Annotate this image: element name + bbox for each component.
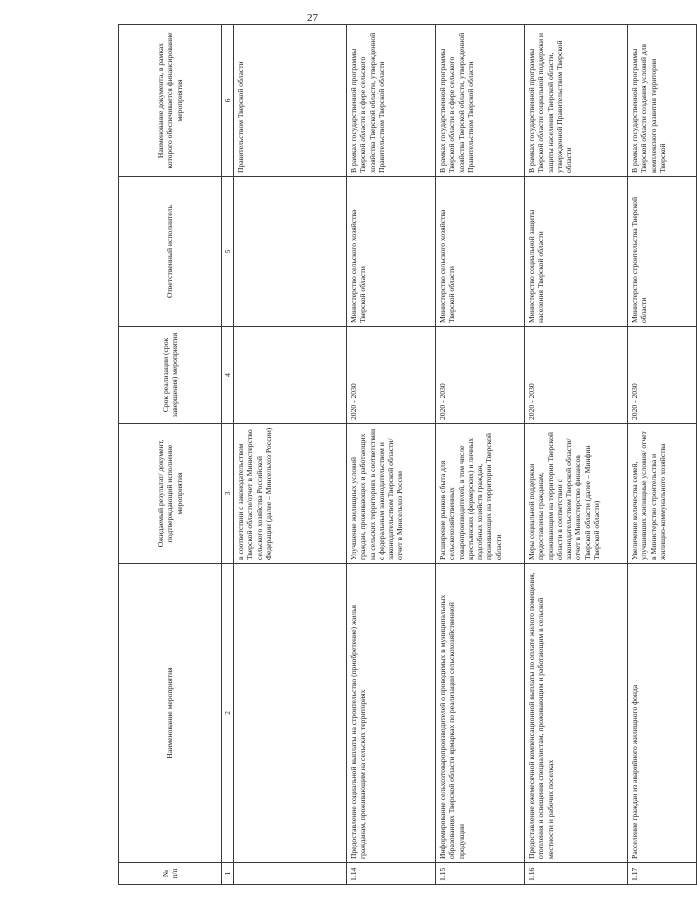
column-number: 4 [222, 327, 234, 424]
cell-result: Улучшение жилищных условий граждан, проживающих и работающих на сельских территориях в соответствии с федеральным законодательством и законодательством Тверской области/отчет в Минсельхоз России [347, 424, 436, 564]
table-header-row [119, 25, 222, 885]
column-number: 3 [222, 424, 234, 564]
cell-document: Правительством Тверской области [234, 25, 347, 177]
header-term: Срок реализации (срок завершения) мероприятия [119, 327, 222, 424]
cell-name: Предоставление социальной выплаты на строительство (приобретение) жилья гражданам, проживающим на сельских территориях [347, 564, 436, 863]
column-number: 6 [222, 25, 234, 177]
header-name: Наименование мероприятия [119, 564, 222, 863]
header-executor: Ответственный исполнитель [119, 177, 222, 327]
column-number: 2 [222, 564, 234, 863]
header-result: Ожидаемый результат/ документ, подтверждающий исполнение мероприятия [119, 424, 222, 564]
cell-executor: Министерство сельского хозяйства Тверской области [347, 177, 436, 327]
cell-term: 2020 - 2030 [347, 327, 436, 424]
cell-result: Меры социальной поддержки предоставлены гражданам, проживающим на территории Тверской области в соответствии с законодательством Тверской области/отчет в Министерство финансов Тверской области (далее – Минфин Тверской области) [525, 424, 628, 564]
cell-num: 1.15 [436, 863, 525, 885]
cell-document: В рамках государственной программы Тверской области социальной поддержки и защиты населения Тверской области, утвержденной Правительством Тверской области [525, 25, 628, 177]
header-document: Наименование документа, в рамках которого обеспечивается финансирование мероприятия [119, 25, 222, 177]
cell-term [234, 327, 347, 424]
cell-num [234, 863, 347, 885]
cell-document: В рамках государственной программы Тверской области в сфере сельского хозяйства Тверской области, утвержденной Правительством Тверской области [347, 25, 436, 177]
cell-term: 2020 - 2030 [525, 327, 628, 424]
page-number: 27 [307, 12, 318, 24]
cell-executor: Министерство социальной защиты населения Тверской области [525, 177, 628, 327]
cell-num: 1.17 [628, 863, 697, 885]
cell-executor: Министерство строительства Тверской области [628, 177, 697, 327]
cell-result: Расширение рынков сбыта для сельскохозяйственных товаропроизводителей, в том числе крестьянских (фермерских) и личных подсобных хозяйств граждан, проживающих на территории Тверской области [436, 424, 525, 564]
table-row [436, 25, 525, 885]
cell-document: В рамках государственной программы Тверской области создания условий для комплексного развития территории Тверской [628, 25, 697, 177]
table-row [347, 25, 436, 885]
cell-num: 1.16 [525, 863, 628, 885]
cell-term: 2020 - 2030 [436, 327, 525, 424]
cell-num: 1.14 [347, 863, 436, 885]
cell-executor: Министерство сельского хозяйства Тверской области [436, 177, 525, 327]
rotated-table-container [118, 25, 667, 885]
cell-executor [234, 177, 347, 327]
header-num: № п/п [119, 863, 222, 885]
cell-name: Предоставление ежемесячной компенсационной выплаты по оплате жилого помещения, отопления и освещения специалистам, проживающим и работающим в сельской местности и рабочих поселках [525, 564, 628, 863]
cell-result: в соответствии с законодательством Тверской области/отчет в Министерство сельского хозяйства Российской Федерации (далее – Минсельхоз России) [234, 424, 347, 564]
column-number: 1 [222, 863, 234, 885]
column-number: 5 [222, 177, 234, 327]
table-row [525, 25, 628, 885]
table-row-continuation [234, 25, 347, 885]
cell-name: Расселение граждан из аварийного жилищного фонда [628, 564, 697, 863]
cell-document: В рамках государственной программы Тверской области в сфере сельского хозяйства Тверской области, утвержденной Правительством Тверской области [436, 25, 525, 177]
cell-result: Увеличение количества семей, улучшивших жилищные условия/ отчет в Министерство строительства и жилищно-коммунального хозяйства [628, 424, 697, 564]
table-row [628, 25, 697, 885]
cell-name: Информирование сельхозтоваропроизводителей о проводимых в муниципальных образованиях Тверской области ярмарках по реализации сельскохозяйственной продукции [436, 564, 525, 863]
column-number-row [222, 25, 234, 885]
cell-name [234, 564, 347, 863]
cell-term: 2020 - 2030 [628, 327, 697, 424]
measures-table [118, 24, 697, 885]
